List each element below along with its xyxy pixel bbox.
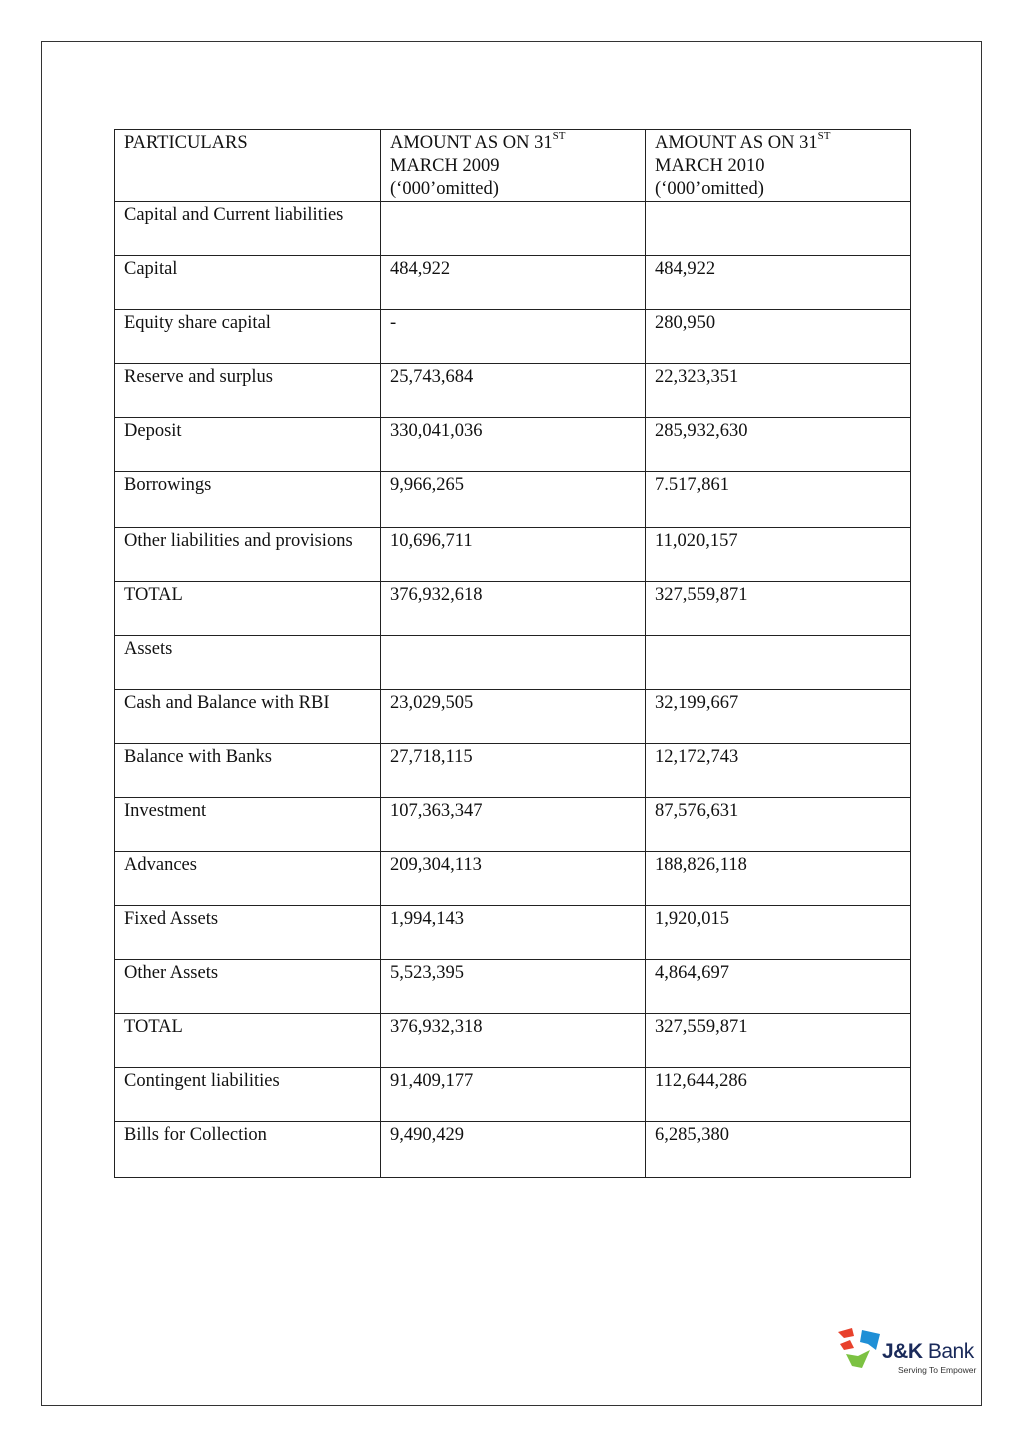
particular-cell: TOTAL: [115, 582, 381, 636]
amount-2010-cell: 7.517,861: [646, 472, 911, 528]
particular-cell: Assets: [115, 636, 381, 690]
amount-2010-cell: 22,323,351: [646, 364, 911, 418]
table-row: [115, 528, 911, 582]
amount-2009-cell: 484,922: [381, 256, 646, 310]
amount-2009-cell: [381, 636, 646, 690]
particular-cell: Investment: [115, 798, 381, 852]
particular-cell: Cash and Balance with RBI: [115, 690, 381, 744]
amount-2009-cell: 330,041,036: [381, 418, 646, 472]
table-row: [115, 310, 911, 364]
particular-cell: Fixed Assets: [115, 906, 381, 960]
logo-tagline: Serving To Empower: [898, 1365, 977, 1375]
particular-cell: Deposit: [115, 418, 381, 472]
header-text: AMOUNT AS ON 31: [390, 133, 553, 153]
header-text: MARCH 2009: [390, 156, 500, 176]
amount-2010-cell: 188,826,118: [646, 852, 911, 906]
header-amount-2010: [646, 130, 911, 202]
particular-cell: Capital: [115, 256, 381, 310]
balance-sheet-table: [114, 129, 911, 1178]
table-row: [115, 906, 911, 960]
table-row: [115, 256, 911, 310]
amount-2010-cell: 112,644,286: [646, 1068, 911, 1122]
table-row: [115, 636, 911, 690]
table-row: [115, 1014, 911, 1068]
table-row: [115, 960, 911, 1014]
logo-name: J&K Bank: [882, 1340, 974, 1363]
amount-2010-cell: [646, 202, 911, 256]
amount-2009-cell: 1,994,143: [381, 906, 646, 960]
particular-cell: TOTAL: [115, 1014, 381, 1068]
particular-cell: Other liabilities and provisions: [115, 528, 381, 582]
header-text: AMOUNT AS ON 31: [655, 133, 818, 153]
logo-mark-icon: [836, 1326, 884, 1372]
amount-2010-cell: 1,920,015: [646, 906, 911, 960]
jk-bank-logo: [836, 1326, 984, 1378]
table-row: [115, 472, 911, 528]
particular-cell: Other Assets: [115, 960, 381, 1014]
amount-2009-cell: 9,490,429: [381, 1122, 646, 1178]
amount-2010-cell: 280,950: [646, 310, 911, 364]
header-amount-2009: [381, 130, 646, 202]
particular-cell: Bills for Collection: [115, 1122, 381, 1178]
table-row: [115, 852, 911, 906]
particular-cell: Capital and Current liabilities: [115, 202, 381, 256]
amount-2010-cell: 11,020,157: [646, 528, 911, 582]
particular-cell: Contingent liabilities: [115, 1068, 381, 1122]
header-text: PARTICULARS: [124, 133, 248, 153]
amount-2009-cell: 209,304,113: [381, 852, 646, 906]
table-header-row: [115, 130, 911, 202]
header-text: MARCH 2010: [655, 156, 765, 176]
amount-2009-cell: [381, 202, 646, 256]
table-row: [115, 744, 911, 798]
amount-2009-cell: 10,696,711: [381, 528, 646, 582]
amount-2009-cell: 376,932,618: [381, 582, 646, 636]
particular-cell: Borrowings: [115, 472, 381, 528]
particular-cell: Reserve and surplus: [115, 364, 381, 418]
header-text: (‘000’omitted): [655, 179, 764, 199]
amount-2009-cell: -: [381, 310, 646, 364]
header-sup: ST: [552, 129, 566, 142]
amount-2010-cell: 484,922: [646, 256, 911, 310]
amount-2009-cell: 23,029,505: [381, 690, 646, 744]
table-row: [115, 1122, 911, 1178]
table-row: [115, 364, 911, 418]
amount-2009-cell: 27,718,115: [381, 744, 646, 798]
amount-2010-cell: [646, 636, 911, 690]
amount-2010-cell: 12,172,743: [646, 744, 911, 798]
amount-2010-cell: 327,559,871: [646, 582, 911, 636]
amount-2010-cell: 87,576,631: [646, 798, 911, 852]
amount-2009-cell: 376,932,318: [381, 1014, 646, 1068]
amount-2009-cell: 25,743,684: [381, 364, 646, 418]
header-text: (‘000’omitted): [390, 179, 499, 199]
header-particulars: [115, 130, 381, 202]
table-row: [115, 418, 911, 472]
table-row: [115, 1068, 911, 1122]
amount-2010-cell: 6,285,380: [646, 1122, 911, 1178]
amount-2010-cell: 327,559,871: [646, 1014, 911, 1068]
amount-2010-cell: 4,864,697: [646, 960, 911, 1014]
table-row: [115, 798, 911, 852]
amount-2010-cell: 32,199,667: [646, 690, 911, 744]
amount-2009-cell: 5,523,395: [381, 960, 646, 1014]
header-sup: ST: [817, 129, 831, 142]
table-row: [115, 690, 911, 744]
amount-2009-cell: 91,409,177: [381, 1068, 646, 1122]
particular-cell: Advances: [115, 852, 381, 906]
table-row: [115, 202, 911, 256]
table-row: [115, 582, 911, 636]
amount-2010-cell: 285,932,630: [646, 418, 911, 472]
amount-2009-cell: 9,966,265: [381, 472, 646, 528]
amount-2009-cell: 107,363,347: [381, 798, 646, 852]
particular-cell: Equity share capital: [115, 310, 381, 364]
particular-cell: Balance with Banks: [115, 744, 381, 798]
